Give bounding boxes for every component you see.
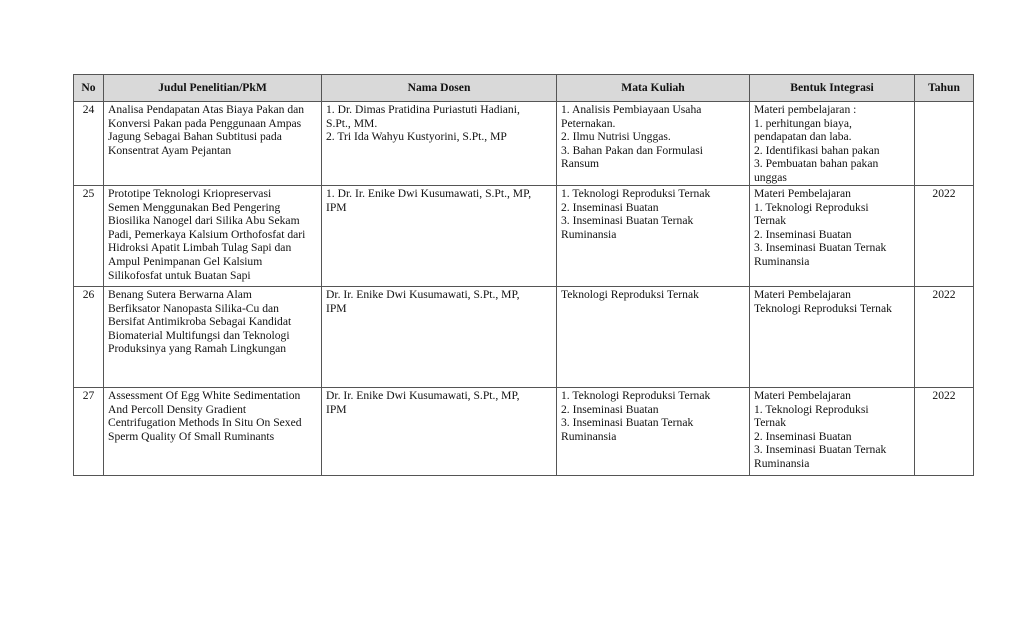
- cell-matkul: [557, 102, 750, 186]
- header-integrasi: Bentuk Integrasi: [750, 75, 915, 102]
- cell-text-line: 3. Inseminasi Buatan Ternak: [754, 241, 887, 255]
- cell-text-line: 1. Teknologi Reproduksi Ternak: [561, 187, 711, 200]
- cell-judul: [104, 102, 322, 186]
- cell-dosen: [322, 102, 557, 186]
- cell-text-line: Produksinya yang Ramah Lingkungan: [108, 342, 287, 356]
- cell-text-line: 1. Dr. Dimas Pratidina Puriastuti Hadiani,: [326, 103, 520, 116]
- cell-text-line: 1. perhitungan biaya,: [754, 116, 852, 130]
- cell-text-line: IPM: [326, 301, 347, 315]
- cell-tahun: [915, 102, 974, 186]
- cell-text-line: unggas: [754, 170, 787, 184]
- cell-text-line: Bersifat Antimikroba Sebagai Kandidat: [108, 315, 292, 329]
- cell-integrasi: [750, 287, 915, 388]
- cell-text-line: Peternakan.: [561, 116, 616, 130]
- cell-text-line: Ternak: [754, 416, 787, 430]
- cell-text-line: S.Pt., MM.: [326, 116, 378, 130]
- cell-text-line: Materi pembelajaran :: [754, 103, 857, 116]
- cell-dosen: [322, 186, 557, 287]
- cell-text-line: Sperm Quality Of Small Ruminants: [108, 429, 275, 443]
- cell-judul: [104, 287, 322, 388]
- cell-text-line: 3. Pembuatan bahan pakan: [754, 157, 879, 171]
- cell-integrasi: [750, 102, 915, 186]
- header-tahun: Tahun: [915, 75, 974, 102]
- cell-integrasi: [750, 186, 915, 287]
- cell-text-line: 1. Teknologi Reproduksi: [754, 200, 869, 214]
- cell-text-line: Materi Pembelajaran: [754, 288, 851, 301]
- cell-text-line: Ruminansia: [754, 456, 810, 470]
- cell-dosen: [322, 287, 557, 388]
- cell-text-line: Padi, Pemerkaya Kalsium Orthofosfat dari: [108, 227, 306, 241]
- cell-text-line: Dr. Ir. Enike Dwi Kusumawati, S.Pt., MP,: [326, 389, 520, 402]
- cell-text-line: 2. Tri Ida Wahyu Kustyorini, S.Pt., MP: [326, 130, 507, 144]
- cell-text-line: 1. Teknologi Reproduksi: [754, 402, 869, 416]
- cell-text-line: Materi Pembelajaran: [754, 187, 851, 200]
- cell-tahun: 2022: [915, 186, 974, 287]
- cell-text-line: Ampul Penimpanan Gel Kalsium: [108, 254, 263, 268]
- cell-text-line: 2. Inseminasi Buatan: [561, 200, 659, 214]
- cell-text-line: 2. Ilmu Nutrisi Unggas.: [561, 130, 671, 144]
- cell-text-line: 1. Dr. Ir. Enike Dwi Kusumawati, S.Pt., MP,: [326, 187, 532, 200]
- header-judul: Judul Penelitian/PkM: [104, 75, 322, 102]
- cell-text-line: 3. Inseminasi Buatan Ternak: [754, 443, 887, 457]
- cell-text-line: Materi Pembelajaran: [754, 389, 851, 402]
- table-row: [74, 186, 974, 287]
- cell-text-line: 3. Inseminasi Buatan Ternak: [561, 214, 694, 228]
- cell-text-line: Silikofosfat untuk Buatan Sapi: [108, 268, 251, 282]
- cell-text-line: Centrifugation Methods In Situ On Sexed: [108, 416, 302, 430]
- cell-integrasi: [750, 388, 915, 476]
- cell-no: 27: [74, 388, 104, 476]
- cell-no: 26: [74, 287, 104, 388]
- header-dosen: Nama Dosen: [322, 75, 557, 102]
- cell-judul: [104, 186, 322, 287]
- cell-text-line: 1. Teknologi Reproduksi Ternak: [561, 389, 711, 402]
- table-row: [74, 388, 974, 476]
- cell-text-line: Jagung Sebagai Bahan Subtitusi pada: [108, 130, 282, 144]
- cell-matkul: [557, 287, 750, 388]
- cell-text-line: Biosilika Nanogel dari Silika Abu Sekam: [108, 214, 300, 228]
- cell-no: 24: [74, 102, 104, 186]
- cell-no: 25: [74, 186, 104, 287]
- cell-text-line: Ternak: [754, 214, 787, 228]
- cell-text-line: Analisa Pendapatan Atas Biaya Pakan dan: [108, 103, 305, 116]
- table-header-row: [74, 75, 974, 102]
- cell-text-line: Semen Menggunakan Bed Pengering: [108, 200, 281, 214]
- cell-text-line: Teknologi Reproduksi Ternak: [754, 301, 892, 315]
- cell-matkul: [557, 388, 750, 476]
- cell-text-line: 3. Inseminasi Buatan Ternak: [561, 416, 694, 430]
- table-row: [74, 287, 974, 388]
- cell-text-line: Ruminansia: [561, 429, 617, 443]
- cell-text-line: And Percoll Density Gradient: [108, 402, 247, 416]
- cell-text-line: Assessment Of Egg White Sedimentation: [108, 389, 301, 402]
- cell-text-line: 3. Bahan Pakan dan Formulasi: [561, 143, 704, 157]
- cell-text-line: pendapatan dan laba.: [754, 130, 852, 144]
- cell-text-line: Benang Sutera Berwarna Alam: [108, 288, 252, 301]
- cell-text-line: Berfiksator Nanopasta Silika-Cu dan: [108, 301, 279, 315]
- cell-text-line: 2. Inseminasi Buatan: [754, 227, 852, 241]
- cell-tahun: 2022: [915, 287, 974, 388]
- table-row: [74, 102, 974, 186]
- cell-text-line: 2. Identifikasi bahan pakan: [754, 143, 880, 157]
- cell-dosen: [322, 388, 557, 476]
- cell-text-line: Ruminansia: [754, 254, 810, 268]
- cell-text-line: Teknologi Reproduksi Ternak: [561, 288, 699, 301]
- header-matkul: Mata Kuliah: [557, 75, 750, 102]
- cell-text-line: IPM: [326, 200, 347, 214]
- cell-text-line: Dr. Ir. Enike Dwi Kusumawati, S.Pt., MP,: [326, 288, 520, 301]
- cell-text-line: IPM: [326, 402, 347, 416]
- header-no: No: [74, 75, 104, 102]
- cell-text-line: 2. Inseminasi Buatan: [754, 429, 852, 443]
- cell-judul: [104, 388, 322, 476]
- cell-text-line: Ruminansia: [561, 227, 617, 241]
- cell-text-line: Konsentrat Ayam Pejantan: [108, 143, 232, 157]
- cell-text-line: Prototipe Teknologi Kriopreservasi: [108, 187, 272, 200]
- integration-table: [73, 74, 974, 476]
- cell-text-line: 1. Analisis Pembiayaan Usaha: [561, 103, 702, 116]
- cell-text-line: Biomaterial Multifungsi dan Teknologi: [108, 328, 290, 342]
- cell-text-line: Hidroksi Apatit Limbah Tulag Sapi dan: [108, 241, 292, 255]
- cell-text-line: Konversi Pakan pada Penggunaan Ampas: [108, 116, 302, 130]
- cell-text-line: 2. Inseminasi Buatan: [561, 402, 659, 416]
- cell-matkul: [557, 186, 750, 287]
- cell-text-line: Ransum: [561, 157, 600, 171]
- cell-tahun: 2022: [915, 388, 974, 476]
